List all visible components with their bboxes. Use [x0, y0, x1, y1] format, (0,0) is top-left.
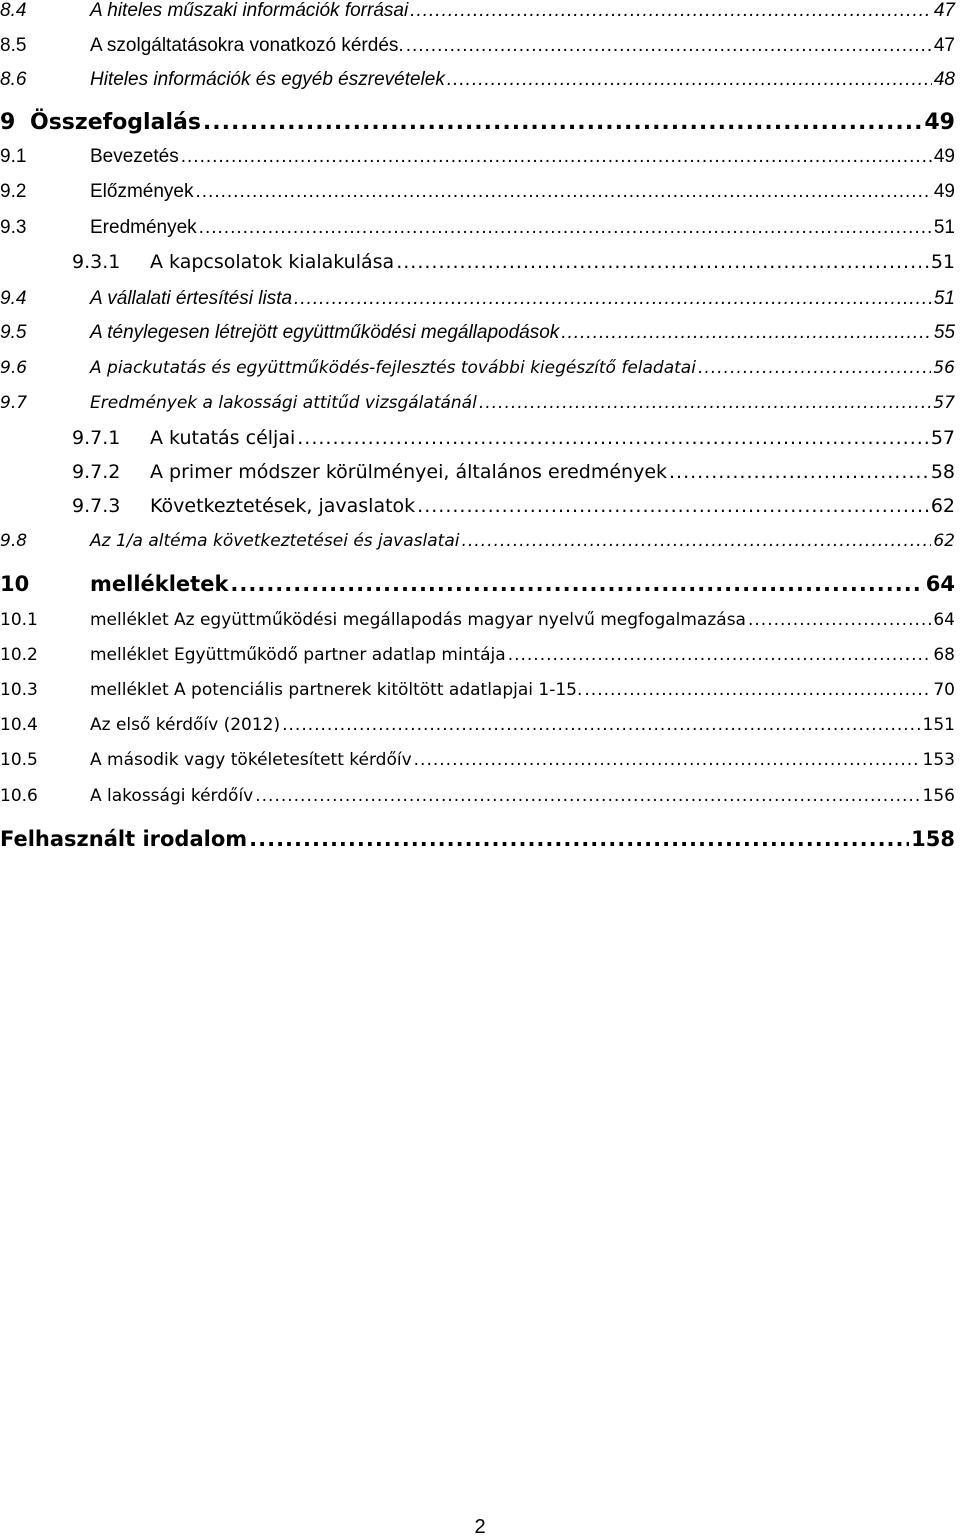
toc-entry-page: 64: [925, 572, 955, 596]
toc-entry-page: 49: [933, 146, 955, 167]
dot-leader: [199, 217, 932, 239]
toc-entry-10-3[interactable]: [0, 680, 955, 700]
toc-entry-8-5[interactable]: [0, 35, 955, 57]
toc-entry-bibliography[interactable]: [0, 827, 955, 851]
dot-leader: [584, 680, 931, 700]
toc-entry-title: Az első kérdőív (2012): [90, 715, 281, 735]
dot-leader: [297, 427, 929, 449]
toc-entry-page: 58: [930, 461, 955, 483]
toc-entry-10-2[interactable]: [0, 645, 955, 665]
dot-leader: [698, 358, 931, 378]
toc-entry-number: 8.4: [0, 0, 27, 21]
toc-entry-page: 156: [922, 786, 955, 806]
toc-entry-9-3[interactable]: [0, 217, 955, 239]
toc-entry-page: 57: [933, 393, 955, 413]
toc-entry-title: Az 1/a altéma következtetései és javaslatai: [90, 531, 460, 551]
toc-entry-title: A második vagy tökéletesített kérdőív: [90, 750, 412, 770]
toc-entry-number: 8.6: [0, 69, 27, 90]
toc-entry-number: 10.3: [0, 680, 38, 700]
dot-leader: [410, 0, 932, 22]
dot-leader: [417, 495, 929, 517]
toc-entry-number: 9.3: [0, 217, 27, 238]
dot-leader: [508, 645, 932, 665]
toc-entry-page: 51: [933, 288, 955, 309]
toc-entry-title: Következtetések, javaslatok: [150, 495, 416, 517]
toc-entry-number: 10.1: [0, 610, 38, 630]
toc-entry-page: 51: [930, 251, 955, 273]
toc-entry-page: 64: [933, 610, 955, 630]
toc-entry-title: A lakossági kérdőív: [90, 786, 254, 806]
toc-entry-page: 57: [930, 427, 955, 449]
toc-entry-title: A kapcsolatok kialakulása: [150, 251, 395, 273]
toc-entry-10-1[interactable]: [0, 610, 955, 630]
dot-leader: [479, 393, 932, 413]
dot-leader: [406, 35, 932, 57]
toc-entry-page: 56: [933, 358, 955, 378]
dot-leader: [396, 251, 929, 273]
toc-entry-page: 62: [930, 495, 955, 517]
toc-entry-page: 68: [933, 645, 955, 665]
toc-entry-number: 9.5: [0, 322, 27, 343]
toc-entry-page: 47: [933, 35, 955, 56]
dot-leader: [255, 786, 920, 806]
toc-entry-9-7-3[interactable]: [0, 495, 955, 517]
toc-entry-10-6[interactable]: [0, 786, 955, 806]
toc-entry-9-7-1[interactable]: [0, 427, 955, 449]
toc-entry-number: 9.7: [0, 393, 28, 413]
toc-entry-title: mellékletek: [90, 572, 229, 596]
toc-entry-page: 153: [922, 750, 955, 770]
toc-entry-title: Összefoglalás: [30, 110, 201, 135]
toc-entry-10[interactable]: [0, 572, 955, 596]
dot-leader: [748, 610, 931, 630]
toc-entry-page: 49: [933, 181, 955, 202]
toc-entry-page: 49: [924, 110, 955, 135]
toc-entry-number: 10.5: [0, 750, 38, 770]
toc-entry-number: 10: [0, 572, 30, 596]
toc-entry-page: 70: [933, 680, 955, 700]
dot-leader: [669, 461, 929, 483]
dot-leader: [447, 69, 932, 91]
toc-entry-title: A kutatás céljai: [150, 427, 296, 449]
toc-entry-8-6[interactable]: [0, 69, 955, 91]
toc-entry-number: 9.6: [0, 358, 28, 378]
toc-entry-title: A szolgáltatásokra vonatkozó kérdés.: [90, 35, 404, 56]
toc-entry-number: 9: [0, 110, 16, 135]
dot-leader: [230, 572, 923, 596]
dot-leader: [196, 181, 932, 203]
toc-entry-number: 10.4: [0, 715, 38, 735]
toc-entry-title: Hiteles információk és egyéb észrevételek: [90, 69, 445, 90]
toc-entry-9-8[interactable]: [0, 531, 955, 551]
toc-entry-9[interactable]: [0, 110, 955, 135]
page-number: 2: [474, 1516, 486, 1538]
toc-entry-number: 9.7.2: [72, 461, 121, 483]
dot-leader: [561, 322, 932, 344]
toc-entry-page: 47: [933, 0, 955, 21]
dot-leader: [294, 288, 932, 310]
toc-entry-title: Előzmények: [90, 181, 194, 202]
toc-entry-number: 9.8: [0, 531, 28, 551]
toc-entry-10-4[interactable]: [0, 715, 955, 735]
toc-entry-title: melléklet Együttműködő partner adatlap mintája: [90, 645, 506, 665]
toc-entry-9-1[interactable]: [0, 146, 955, 168]
toc-entry-title: Eredmények: [90, 217, 197, 238]
toc-entry-title: melléklet A potenciális partnerek kitöltött adatlapjai 1-15.: [90, 680, 583, 700]
toc-entry-page: 151: [922, 715, 955, 735]
toc-entry-8-4[interactable]: [0, 0, 955, 22]
toc-entry-title: Bevezetés: [90, 146, 179, 167]
toc-entry-10-5[interactable]: [0, 750, 955, 770]
toc-entry-number: 8.5: [0, 35, 27, 56]
toc-entry-page: 158: [911, 827, 955, 851]
toc-entry-number: 9.2: [0, 181, 27, 202]
dot-leader: [249, 827, 909, 851]
toc-entry-9-6[interactable]: [0, 358, 955, 378]
toc-entry-page: 48: [933, 69, 955, 90]
toc-entry-number: 10.6: [0, 786, 38, 806]
toc-entry-title: Felhasznált irodalom: [0, 827, 248, 851]
toc-entry-title: Eredmények a lakossági attitűd vizsgálatánál: [90, 393, 477, 413]
toc-entry-9-2[interactable]: [0, 181, 955, 203]
toc-entry-page: 55: [933, 322, 955, 343]
toc-entry-title: A hiteles műszaki információk forrásai: [90, 0, 409, 21]
toc-entry-9-4[interactable]: [0, 288, 955, 310]
toc-entry-number: 9.4: [0, 288, 27, 309]
toc-entry-9-3-1[interactable]: [0, 251, 955, 273]
dot-leader: [181, 146, 932, 168]
dot-leader: [414, 750, 921, 770]
toc-entry-title: A ténylegesen létrejött együttműködési megállapodások: [90, 322, 560, 343]
toc-entry-title: A piackutatás és együttműködés-fejlesztés további kiegészítő feladatai: [90, 358, 696, 378]
dot-leader: [282, 715, 920, 735]
toc-entry-title: melléklet Az együttműködési megállapodás magyar nyelvű megfogalmazása: [90, 610, 746, 630]
toc-entry-page: 62: [933, 531, 955, 551]
dot-leader: [461, 531, 931, 551]
toc-entry-number: 10.2: [0, 645, 38, 665]
toc-entry-9-7[interactable]: [0, 393, 955, 413]
toc-entry-page: 51: [933, 217, 955, 238]
dot-leader: [203, 110, 922, 135]
toc-entry-title: A primer módszer körülményei, általános eredmények: [150, 461, 668, 483]
toc-entry-number: 9.1: [0, 146, 27, 167]
toc-entry-number: 9.7.1: [72, 427, 121, 449]
toc-entry-number: 9.3.1: [72, 251, 121, 273]
toc-entry-9-7-2[interactable]: [0, 461, 955, 483]
toc-entry-title: A vállalati értesítési lista: [90, 288, 293, 309]
toc-entry-9-5[interactable]: [0, 322, 955, 344]
toc-entry-number: 9.7.3: [72, 495, 121, 517]
